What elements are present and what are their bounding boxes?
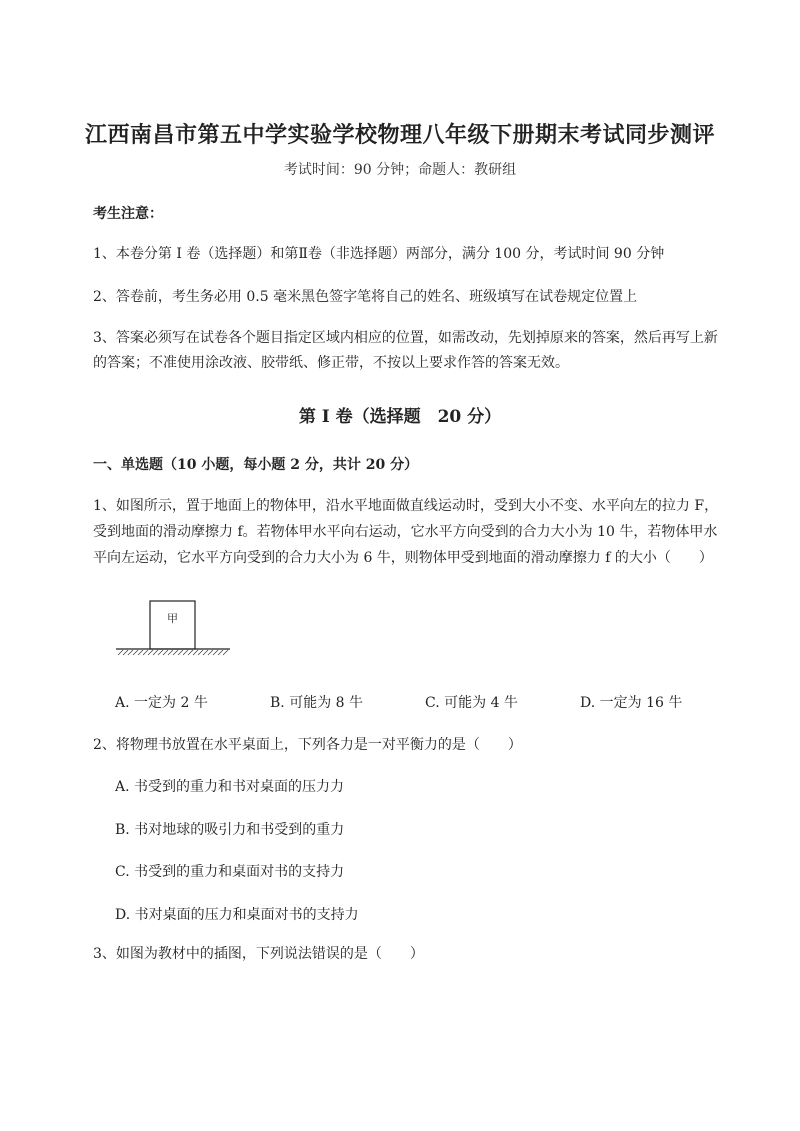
ground-hatching	[118, 650, 228, 655]
block-on-ground-diagram	[114, 600, 234, 662]
notice-item-3: 3、答案必须写在试卷各个题目指定区域内相应的位置，如需改动，先划掉原来的答案，然后再写上新	[93, 330, 718, 346]
question-1-figure	[114, 600, 234, 662]
question-1-line-3: 平向左运动，它水平方向受到的合力大小为 6 牛，则物体甲受到地面的滑动摩擦力 f 的大小（ ）	[93, 550, 713, 566]
block-label: 甲	[167, 612, 178, 625]
notice-item-1: 1、本卷分第 I 卷（选择题）和第Ⅱ卷（非选择题）两部分，满分 100 分，考试时间 90 分钟	[93, 246, 665, 262]
notice-item-3-cont: 的答案；不准使用涂改液、胶带纸、修正带，不按以上要求作答的答案无效。	[93, 355, 569, 371]
question-2-option-d[interactable]: D. 书对桌面的压力和桌面对书的支持力	[115, 907, 359, 923]
question-1-option-d[interactable]: D. 一定为 16 牛	[580, 695, 683, 711]
question-2-option-b[interactable]: B. 书对地球的吸引力和书受到的重力	[115, 822, 345, 838]
exam-subtitle: 考试时间：90 分钟；命题人：教研组	[283, 162, 517, 178]
question-1-option-a[interactable]: A. 一定为 2 牛	[115, 695, 208, 711]
part-label: 一、单选题（10 小题，每小题 2 分，共计 20 分）	[93, 457, 419, 473]
section-title: 第 I 卷（选择题 20 分）	[298, 407, 502, 427]
notice-item-2: 2、答卷前，考生务必用 0.5 毫米黑色签字笔将自己的姓名、班级填写在试卷规定位置上	[93, 289, 638, 305]
question-2-option-c[interactable]: C. 书受到的重力和桌面对书的支持力	[115, 864, 345, 880]
question-2-option-a[interactable]: A. 书受到的重力和书对桌面的压力力	[115, 779, 345, 795]
question-1-line-2: 受到地面的滑动摩擦力 f。若物体甲水平向右运动，它水平方向受到的合力大小为 10 牛，若物体甲水	[93, 524, 718, 540]
notice-heading: 考生注意：	[93, 206, 163, 222]
question-1-option-b[interactable]: B. 可能为 8 牛	[270, 695, 363, 711]
question-1-line-1: 1、如图所示，置于地面上的物体甲，沿水平地面做直线运动时，受到大小不变、水平向左的拉力 F，	[93, 498, 719, 514]
block-jia	[150, 601, 195, 649]
exam-title: 江西南昌市第五中学实验学校物理八年级下册期末考试同步测评	[84, 122, 715, 148]
question-3-text: 3、如图为教材中的插图，下列说法错误的是（ ）	[93, 946, 424, 962]
question-1-option-c[interactable]: C. 可能为 4 牛	[425, 695, 518, 711]
question-2-text: 2、将物理书放置在水平桌面上，下列各力是一对平衡力的是（ ）	[93, 737, 522, 753]
